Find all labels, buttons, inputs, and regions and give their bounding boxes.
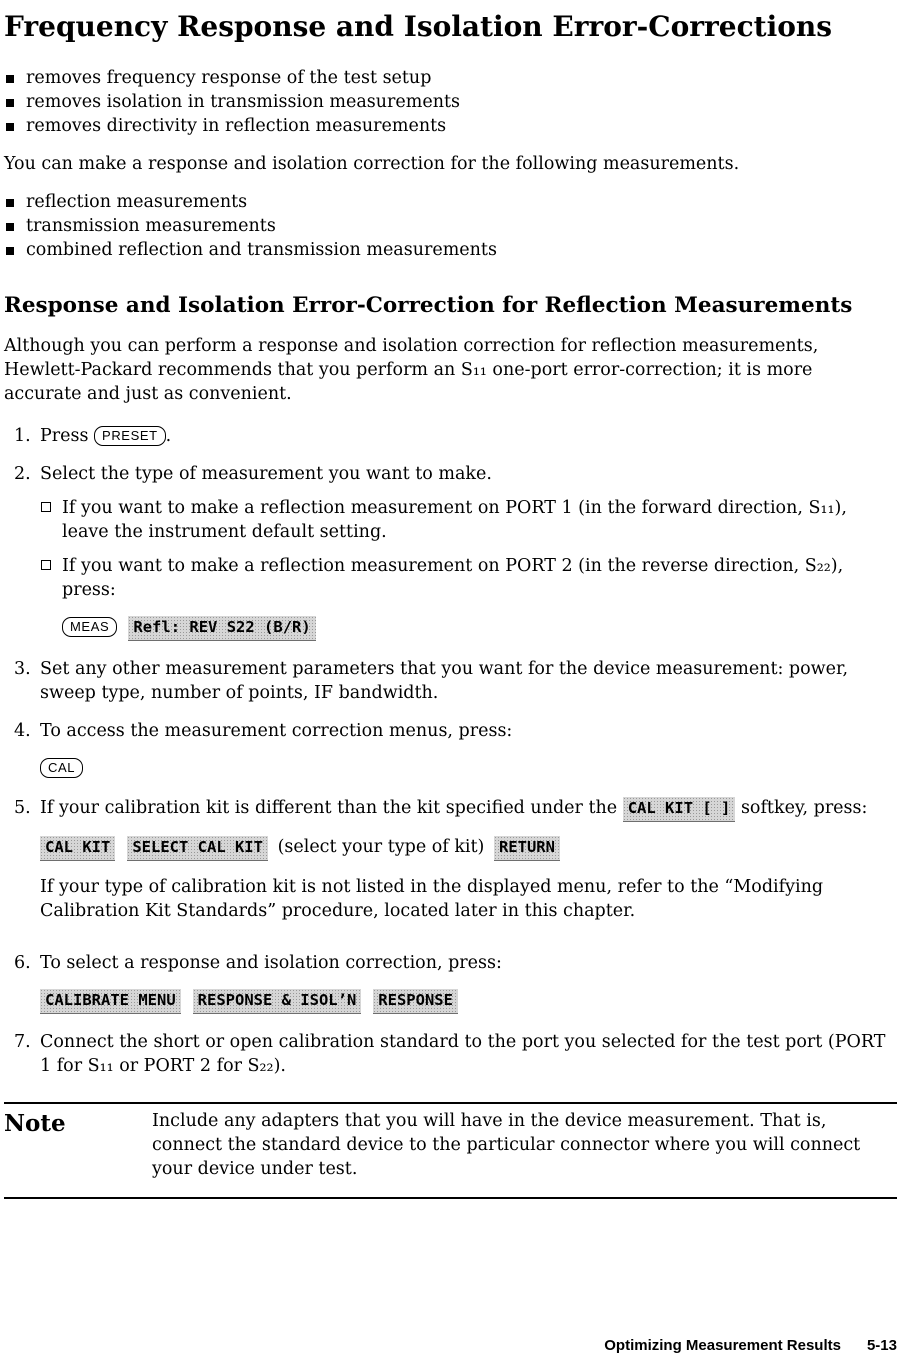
step-number: 1. — [14, 426, 31, 446]
list-item-text: removes isolation in transmission measurements — [26, 92, 461, 112]
option-text: If you want to make a reflection measurement on PORT 1 (in the forward direction, S₁₁), leave the instrument default setting. — [62, 498, 847, 542]
keypress-line — [40, 756, 897, 780]
keypress-line — [40, 835, 897, 861]
checkbox-icon — [41, 560, 51, 570]
step-7 — [4, 1030, 897, 1078]
note-text: Include any adapters that you will have in the device measurement. That is, connect the standard device to the particular connector where you will connect your device under test. — [152, 1111, 861, 1179]
option-item — [40, 496, 897, 544]
intro-paragraph: You can make a response and isolation correction for the following measurements. — [4, 154, 740, 174]
square-bullet-icon — [6, 247, 14, 255]
step-number: 4. — [14, 721, 31, 741]
step-followup-paragraph: If your type of calibration kit is not listed in the displayed menu, refer to the “Modifying Calibration Kit Standards” procedure, located later in this chapter. — [40, 877, 824, 921]
list-item-text: combined reflection and transmission measurements — [26, 240, 497, 260]
step-text-part: Press — [40, 426, 89, 446]
step-text-part: If your calibration kit is different than the kit specified under the — [40, 798, 618, 818]
step-3 — [4, 657, 897, 705]
step-number: 2. — [14, 464, 31, 484]
list-item — [4, 114, 897, 138]
step-number: 3. — [14, 659, 31, 679]
section-paragraph: Although you can perform a response and isolation correction for reflection measurements, Hewlett-Packard recommends that you perform an S₁₁ one-port error-correction; it is more accurate and just as convenient. — [4, 336, 819, 404]
inline-instruction: (select your type of kit) — [277, 837, 485, 857]
step-text: To select a response and isolation correction, press: — [40, 953, 502, 973]
option-item — [40, 554, 897, 643]
step-2 — [4, 462, 897, 643]
feature-bullet-list — [4, 66, 897, 138]
list-item — [4, 190, 897, 214]
section-heading: Response and Isolation Error-Correction for Reflection Measurements — [4, 293, 853, 318]
step-number: 6. — [14, 953, 31, 973]
note-callout — [4, 1102, 897, 1199]
step-text-part: softkey, press: — [740, 798, 868, 818]
step-6 — [4, 951, 897, 1016]
cal-keycap: CAL — [40, 758, 83, 778]
step-text-part: . — [165, 426, 172, 446]
step-text — [40, 796, 897, 822]
footer-chapter-title: Optimizing Measurement Results — [604, 1337, 841, 1354]
footer-page-number: 5-13 — [866, 1337, 897, 1354]
procedure-steps — [4, 424, 897, 1078]
step-number: 5. — [14, 798, 31, 818]
page-title: Frequency Response and Isolation Error-Corrections — [4, 10, 832, 43]
step-5 — [4, 796, 897, 937]
refl-rev-s22-softkey: Refl: REV S22 (B/R) — [128, 616, 315, 641]
step-text: Connect the short or open calibration standard to the port you selected for the test port (PORT 1 for S₁₁ or PORT 2 for S₂₂). — [40, 1032, 886, 1076]
list-item-text: reflection measurements — [26, 192, 248, 212]
list-item-text: removes frequency response of the test setup — [26, 68, 432, 88]
square-bullet-icon — [6, 223, 14, 231]
checkbox-icon — [41, 502, 51, 512]
step-text — [40, 424, 897, 448]
measurement-bullet-list — [4, 190, 897, 262]
list-item-text: transmission measurements — [26, 216, 276, 236]
list-item — [4, 238, 897, 262]
square-bullet-icon — [6, 75, 14, 83]
cal-kit-softkey: CAL KIT — [40, 836, 115, 861]
page-footer — [604, 1334, 897, 1358]
step-text: Select the type of measurement you want to make. — [40, 464, 492, 484]
list-item-text: removes directivity in reflection measurements — [26, 116, 447, 136]
cal-kit-bracket-softkey: CAL KIT [ ] — [623, 797, 736, 822]
square-bullet-icon — [6, 123, 14, 131]
list-item — [4, 66, 897, 90]
step-number: 7. — [14, 1032, 31, 1052]
response-isoln-softkey: RESPONSE & ISOL’N — [193, 989, 362, 1014]
note-label: Note — [4, 1110, 66, 1137]
step-1 — [4, 424, 897, 448]
step-4 — [4, 719, 897, 782]
square-bullet-icon — [6, 199, 14, 207]
option-text: If you want to make a reflection measurement on PORT 2 (in the reverse direction, S₂₂), press: — [62, 556, 844, 600]
keypress-line — [62, 615, 897, 641]
step-text: Set any other measurement parameters that you want for the device measurement: power, sweep type, number of points, IF bandwidth. — [40, 659, 849, 703]
square-bullet-icon — [6, 99, 14, 107]
preset-keycap: PRESET — [94, 426, 166, 446]
list-item — [4, 90, 897, 114]
select-cal-kit-softkey: SELECT CAL KIT — [127, 836, 268, 861]
step-text: To access the measurement correction menus, press: — [40, 721, 513, 741]
list-item — [4, 214, 897, 238]
keypress-line — [40, 988, 897, 1014]
return-softkey: RETURN — [494, 836, 560, 861]
calibrate-menu-softkey: CALIBRATE MENU — [40, 989, 181, 1014]
meas-keycap: MEAS — [62, 617, 117, 637]
response-softkey: RESPONSE — [373, 989, 458, 1014]
